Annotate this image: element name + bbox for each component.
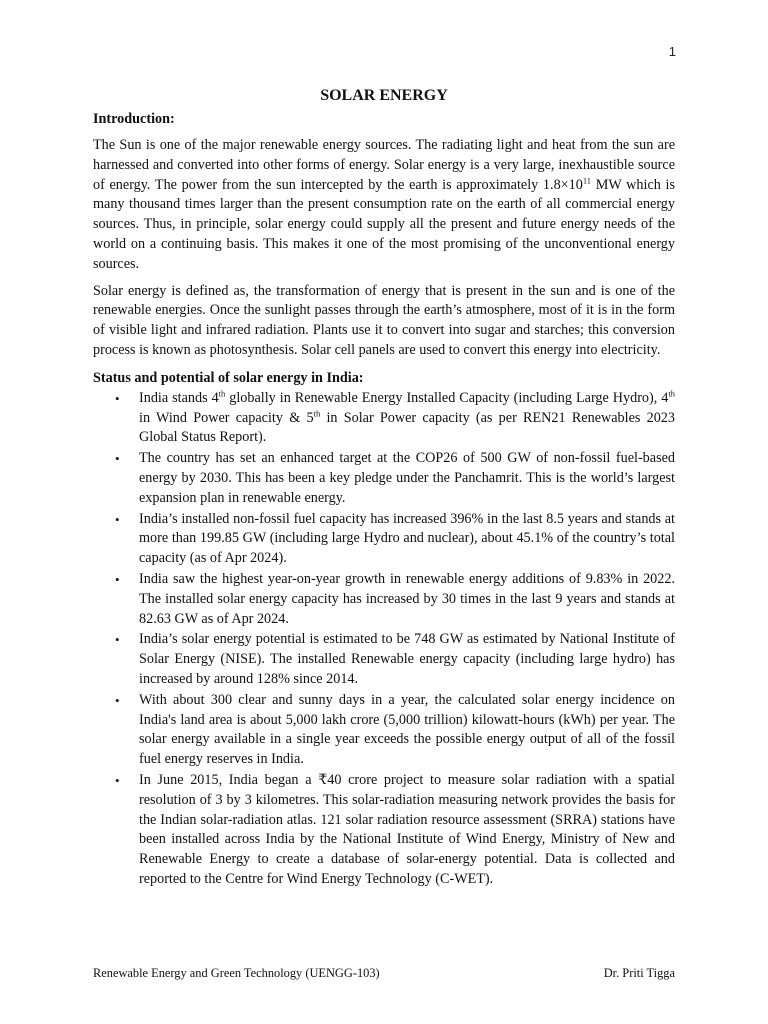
bullet-item-3	[93, 510, 675, 569]
status-bullet-list	[93, 389, 675, 890]
bullet-icon: •	[115, 692, 120, 708]
document-title: SOLAR ENERGY	[320, 87, 448, 104]
bullet-1-text-d: in Solar Power capacity (as per REN21 Renewables 2023 Global Status Report).	[139, 409, 675, 446]
bullet-7-text: In June 2015, India began a ₹40 crore project to measure solar radiation with a spatial resolution of 3 by 3 kilometres. This solar-radiation measuring network provides the basis for the Indian solar-radiation atlas. 121 solar radiation resource assessment (SRRA) stations have been installed across India by the National Institute of Wind Energy, Ministry of New and Renewable Energy to create a database of solar-energy potential. Data is collected and reported to the Centre for Wind Energy Technology (C-WET).	[139, 771, 675, 887]
bullet-6-text: With about 300 clear and sunny days in a year, the calculated solar energy incidence on India's land area is about 5,000 lakh crore (5,000 trillion) kilowatt-hours (kWh) per year. The solar energy available in a single year exceeds the possible energy output of all of the fossil fuel energy reserves in India.	[139, 691, 675, 768]
bullet-1-text-b: globally in Renewable Energy Installed Capacity (including Large Hydro), 4	[225, 389, 669, 406]
bullet-item-7	[93, 771, 675, 890]
footer-course-title: Renewable Energy and Green Technology (UENGG-103)	[93, 966, 380, 980]
bullet-icon: •	[115, 632, 120, 648]
introduction-paragraph-1	[93, 136, 675, 275]
bullet-2-text: The country has set an enhanced target at the COP26 of 500 GW of non-fossil fuel-based energy by 2030. This has been a key pledge under the Panchamrit. This is the world’s largest expansion plan in renewable energy.	[139, 450, 675, 506]
bullet-item-5	[93, 630, 675, 689]
bullet-1-sup-b: th	[668, 388, 675, 399]
bullet-icon: •	[115, 772, 120, 788]
page-number: 1	[668, 44, 676, 59]
introduction-heading: Introduction:	[93, 111, 175, 127]
bullet-item-1	[93, 389, 675, 448]
para1-text-a: The Sun is one of the major renewable energy sources. The radiating light and heat from the sun are harnessed and converted into other forms of energy. Solar energy is a very large, inexhaustible source of energy. The power from the sun intercepted by the earth is approximately 1.8×10	[93, 137, 675, 193]
page-footer	[93, 966, 675, 981]
bullet-1-text-c: in Wind Power capacity & 5	[139, 409, 314, 426]
para1-exponent: 11	[582, 174, 592, 185]
bullet-icon: •	[115, 571, 120, 587]
bullet-3-text: India’s installed non-fossil fuel capacity has increased 396% in the last 8.5 years and stands at more than 199.85 GW (including large Hydro and nuclear), about 45.1% of the country’s total capacity (as of Apr 2024).	[139, 510, 675, 567]
bullet-icon: •	[115, 511, 120, 527]
bullet-1-sup-c: th	[313, 407, 321, 418]
para1-text-b: MW which is many thousand times larger than the present consumption rate on the earth of all commercial energy sources. Thus, in principle, solar energy could supply all the present and future energy needs of the world on a continuing basis. This makes it one of the most promising of the unconventional energy sources.	[93, 176, 675, 272]
bullet-5-text: India’s solar energy potential is estimated to be 748 GW as estimated by National Institute of Solar Energy (NISE). The installed Renewable energy capacity (including large hydro) has increased by around 128% since 2014.	[139, 631, 675, 687]
bullet-1-sup-a: th	[218, 388, 226, 399]
introduction-paragraph-2: Solar energy is defined as, the transformation of energy that is present in the sun and is one of the renewable energies. Once the sunlight passes through the earth’s atmosphere, most of it is in the form of visible light and infrared radiation. Plants use it to convert into sugar and starches; this conversion process is known as photosynthesis. Solar cell panels are used to convert this energy into electricity.	[93, 282, 675, 358]
bullet-icon: •	[115, 451, 120, 467]
footer-author: Dr. Priti Tigga	[603, 966, 675, 980]
bullet-item-4	[93, 570, 675, 629]
bullet-icon: •	[115, 390, 120, 406]
bullet-1-text-a: India stands 4	[139, 389, 219, 406]
bullet-4-text: India saw the highest year-on-year growth in renewable energy additions of 9.83% in 2022. The installed solar energy capacity has increased by 30 times in the last 9 years and stands at 82.63 GW as of Apr 2024.	[139, 570, 675, 627]
bullet-item-2	[93, 449, 675, 508]
status-heading: Status and potential of solar energy in India:	[93, 369, 364, 386]
bullet-item-6	[93, 691, 675, 770]
document-body	[93, 84, 675, 890]
